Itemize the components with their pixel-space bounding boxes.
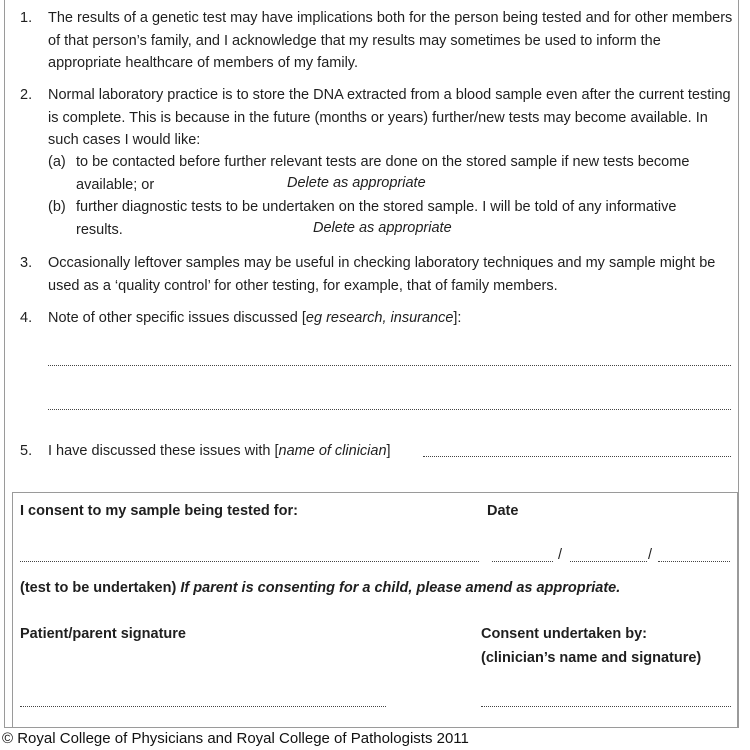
date-separator: / [558,547,563,563]
copyright-footer: © Royal College of Physicians and Royal College of Pathologists 2011 [2,730,469,747]
notes-line-1[interactable] [48,365,731,366]
item-number: 1. [20,10,33,26]
delete-note-a: Delete as appropriate [287,175,426,191]
option-label: (a) [48,154,66,170]
date-year-line[interactable] [658,561,730,562]
option-text: further diagnostic tests to be undertaken on the stored sample. I will be told of any informative results. [76,199,677,238]
consent-box [12,492,738,728]
date-month-line[interactable] [570,561,647,562]
patient-signature-line[interactable] [20,706,386,707]
option-label: (b) [48,199,66,215]
notes-line-2[interactable] [48,409,731,410]
item-text-end: ]: [453,310,462,326]
clinician-name-line[interactable] [423,456,731,457]
test-line[interactable] [20,561,479,562]
date-day-line[interactable] [492,561,553,562]
item-number: 3. [20,255,33,271]
item-text [48,307,738,330]
item-text-plain: Note of other specific issues discussed [ [48,310,306,326]
consent-heading: I consent to my sample being tested for: [20,503,298,519]
option-text: to be contacted before further relevant tests are done on the stored sample if new tests become available; or [76,154,690,193]
item-text-italic: name of clinician [278,443,387,459]
date-label: Date [487,503,519,519]
item-text [48,440,738,463]
item-number: 4. [20,310,33,326]
date-separator: / [648,547,653,563]
item-number: 2. [20,87,33,103]
item-text-end: ] [386,443,391,459]
delete-note-b: Delete as appropriate [313,220,452,236]
consent-by-sub: (clinician’s name and signature) [481,650,702,666]
item-text-italic: eg research, insurance [305,310,454,326]
patient-signature-label: Patient/parent signature [20,626,186,642]
test-note-italic: If parent is consenting for a child, please amend as appropriate. [180,580,621,596]
item-text: Occasionally leftover samples may be useful in checking laboratory techniques and my sample might be used as a ‘quality control’ for other testing, for example, that of family members. [48,255,716,294]
item-text-plain: I have discussed these issues with [ [48,443,279,459]
consent-by-label: Consent undertaken by: [481,626,647,642]
clinician-signature-line[interactable] [481,706,731,707]
test-note-plain: (test to be undertaken) [20,580,177,596]
item-text: The results of a genetic test may have implications both for the person being tested and for other members of that person’s family, and I acknowledge that my results may sometimes be used to inform the appropriate healthcare of members of my family. [48,10,733,71]
test-note [20,580,620,596]
item-text: Normal laboratory practice is to store the DNA extracted from a blood sample even after the current testing is complete. This is because in the future (months or years) further/new tests may become available. In such cases I would like: [48,87,731,148]
item-number: 5. [20,443,33,459]
